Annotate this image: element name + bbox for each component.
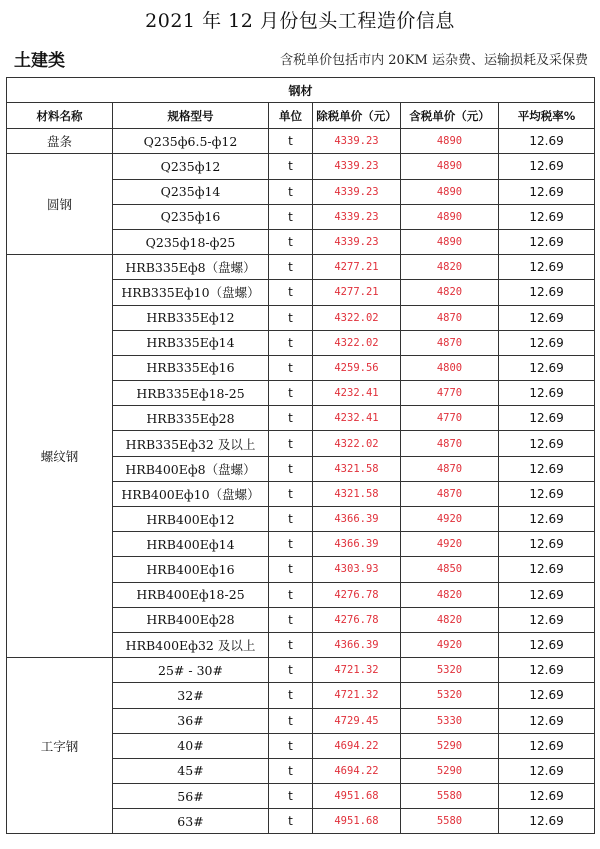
- unit-cell: t: [269, 607, 313, 632]
- spec-cell: 56#: [113, 784, 269, 809]
- unit-cell: t: [269, 154, 313, 179]
- pre-tax-price-cell: 4339.23: [313, 154, 401, 179]
- table-row: [7, 154, 595, 179]
- tax-incl-price-cell: 4850: [401, 557, 499, 582]
- tax-rate-cell: 12.69: [499, 129, 595, 154]
- tax-rate-cell: 12.69: [499, 229, 595, 254]
- tax-incl-price-cell: 4890: [401, 229, 499, 254]
- column-header-tax-rate: 平均税率%: [499, 103, 595, 129]
- pre-tax-price-cell: 4322.02: [313, 431, 401, 456]
- tax-rate-cell: 12.69: [499, 708, 595, 733]
- unit-cell: t: [269, 431, 313, 456]
- table-row: [7, 658, 595, 683]
- spec-cell: Q235ф6.5-ф12: [113, 129, 269, 154]
- unit-cell: t: [269, 280, 313, 305]
- pre-tax-price-cell: 4277.21: [313, 255, 401, 280]
- tax-rate-cell: 12.69: [499, 204, 595, 229]
- table-row: [7, 129, 595, 154]
- spec-cell: HRB335Eф12: [113, 305, 269, 330]
- tax-rate-cell: 12.69: [499, 809, 595, 834]
- tax-rate-cell: 12.69: [499, 733, 595, 758]
- pre-tax-price-cell: 4232.41: [313, 381, 401, 406]
- unit-cell: t: [269, 481, 313, 506]
- pre-tax-price-cell: 4322.02: [313, 305, 401, 330]
- tax-incl-price-cell: 5320: [401, 683, 499, 708]
- pre-tax-price-cell: 4276.78: [313, 607, 401, 632]
- pre-tax-price-cell: 4303.93: [313, 557, 401, 582]
- pre-tax-price-cell: 4339.23: [313, 179, 401, 204]
- tax-incl-price-cell: 4770: [401, 406, 499, 431]
- pre-tax-price-cell: 4321.58: [313, 456, 401, 481]
- document-title: 2021 年 12 月份包头工程造价信息: [145, 10, 455, 32]
- spec-cell: HRB400Eф32 及以上: [113, 632, 269, 657]
- spec-cell: HRB400Eф10（盘螺）: [113, 481, 269, 506]
- pre-tax-price-cell: 4321.58: [313, 481, 401, 506]
- tax-incl-price-cell: 4870: [401, 481, 499, 506]
- spec-cell: HRB335Eф28: [113, 406, 269, 431]
- tax-rate-cell: 12.69: [499, 632, 595, 657]
- tax-rate-cell: 12.69: [499, 456, 595, 481]
- pre-tax-price-cell: 4366.39: [313, 532, 401, 557]
- pre-tax-price-cell: 4322.02: [313, 330, 401, 355]
- material-name-cell: 工字钢: [7, 658, 113, 834]
- unit-cell: t: [269, 733, 313, 758]
- unit-cell: t: [269, 708, 313, 733]
- tax-rate-cell: 12.69: [499, 255, 595, 280]
- spec-cell: HRB400Eф8（盘螺）: [113, 456, 269, 481]
- unit-cell: t: [269, 632, 313, 657]
- unit-cell: t: [269, 255, 313, 280]
- spec-cell: 40#: [113, 733, 269, 758]
- spec-cell: 36#: [113, 708, 269, 733]
- tax-rate-cell: 12.69: [499, 507, 595, 532]
- pre-tax-price-cell: 4339.23: [313, 204, 401, 229]
- spec-cell: Q235ф12: [113, 154, 269, 179]
- tax-rate-cell: 12.69: [499, 557, 595, 582]
- material-name-cell: 盘条: [7, 129, 113, 154]
- pre-tax-price-cell: 4277.21: [313, 280, 401, 305]
- tax-rate-cell: 12.69: [499, 406, 595, 431]
- tax-incl-price-cell: 4890: [401, 179, 499, 204]
- tax-incl-price-cell: 4820: [401, 607, 499, 632]
- unit-cell: t: [269, 557, 313, 582]
- tax-incl-price-cell: 4920: [401, 507, 499, 532]
- unit-cell: t: [269, 809, 313, 834]
- spec-cell: HRB400Eф12: [113, 507, 269, 532]
- spec-cell: HRB335Eф14: [113, 330, 269, 355]
- tax-rate-cell: 12.69: [499, 330, 595, 355]
- unit-cell: t: [269, 229, 313, 254]
- spec-cell: HRB335Eф10（盘螺）: [113, 280, 269, 305]
- spec-cell: 63#: [113, 809, 269, 834]
- tax-incl-price-cell: 4870: [401, 305, 499, 330]
- pre-tax-price-cell: 4259.56: [313, 355, 401, 380]
- unit-cell: t: [269, 355, 313, 380]
- tax-rate-cell: 12.69: [499, 758, 595, 783]
- tax-rate-cell: 12.69: [499, 431, 595, 456]
- unit-cell: t: [269, 305, 313, 330]
- pre-tax-price-cell: 4694.22: [313, 733, 401, 758]
- spec-cell: HRB335Eф32 及以上: [113, 431, 269, 456]
- tax-incl-price-cell: 4820: [401, 582, 499, 607]
- pre-tax-price-cell: 4366.39: [313, 632, 401, 657]
- unit-cell: t: [269, 381, 313, 406]
- tax-incl-price-cell: 4870: [401, 431, 499, 456]
- price-note: 含税单价包括市内 20KM 运杂费、运输损耗及采保费: [280, 53, 588, 68]
- spec-cell: HRB400Eф14: [113, 532, 269, 557]
- spec-cell: Q235ф16: [113, 204, 269, 229]
- material-name-cell: 圆钢: [7, 154, 113, 255]
- spec-cell: HRB400Eф16: [113, 557, 269, 582]
- spec-cell: 32#: [113, 683, 269, 708]
- pre-tax-price-cell: 4729.45: [313, 708, 401, 733]
- unit-cell: t: [269, 179, 313, 204]
- unit-cell: t: [269, 129, 313, 154]
- tax-incl-price-cell: 5580: [401, 784, 499, 809]
- tax-rate-cell: 12.69: [499, 381, 595, 406]
- tax-incl-price-cell: 4890: [401, 154, 499, 179]
- unit-cell: t: [269, 456, 313, 481]
- tax-incl-price-cell: 5330: [401, 708, 499, 733]
- column-header-tax-incl-price: 含税单价（元）: [401, 103, 499, 129]
- tax-rate-cell: 12.69: [499, 607, 595, 632]
- material-name-cell: 螺纹钢: [7, 255, 113, 658]
- pre-tax-price-cell: 4951.68: [313, 784, 401, 809]
- spec-cell: HRB400Eф18-25: [113, 582, 269, 607]
- unit-cell: t: [269, 532, 313, 557]
- tax-incl-price-cell: 5320: [401, 658, 499, 683]
- section-title: 钢材: [7, 78, 595, 103]
- unit-cell: t: [269, 582, 313, 607]
- unit-cell: t: [269, 784, 313, 809]
- tax-rate-cell: 12.69: [499, 355, 595, 380]
- tax-incl-price-cell: 4870: [401, 330, 499, 355]
- tax-incl-price-cell: 4820: [401, 255, 499, 280]
- tax-incl-price-cell: 4820: [401, 280, 499, 305]
- pre-tax-price-cell: 4721.32: [313, 683, 401, 708]
- pre-tax-price-cell: 4276.78: [313, 582, 401, 607]
- pre-tax-price-cell: 4232.41: [313, 406, 401, 431]
- spec-cell: HRB335Eф8（盘螺）: [113, 255, 269, 280]
- unit-cell: t: [269, 683, 313, 708]
- tax-rate-cell: 12.69: [499, 532, 595, 557]
- tax-rate-cell: 12.69: [499, 305, 595, 330]
- price-table: [6, 77, 595, 834]
- spec-cell: Q235ф18-ф25: [113, 229, 269, 254]
- unit-cell: t: [269, 658, 313, 683]
- column-header-material: 材料名称: [7, 103, 113, 129]
- unit-cell: t: [269, 507, 313, 532]
- tax-rate-cell: 12.69: [499, 582, 595, 607]
- tax-rate-cell: 12.69: [499, 481, 595, 506]
- spec-cell: HRB335Eф16: [113, 355, 269, 380]
- table-row: [7, 255, 595, 280]
- tax-incl-price-cell: 4890: [401, 204, 499, 229]
- section-header-row: [7, 78, 595, 103]
- tax-incl-price-cell: 4920: [401, 632, 499, 657]
- pre-tax-price-cell: 4694.22: [313, 758, 401, 783]
- tax-incl-price-cell: 5290: [401, 758, 499, 783]
- tax-rate-cell: 12.69: [499, 784, 595, 809]
- tax-incl-price-cell: 4890: [401, 129, 499, 154]
- column-header-row: [7, 103, 595, 129]
- spec-cell: HRB335Eф18-25: [113, 381, 269, 406]
- tax-rate-cell: 12.69: [499, 154, 595, 179]
- spec-cell: Q235ф14: [113, 179, 269, 204]
- column-header-pre-tax-price: 除税单价（元）: [313, 103, 401, 129]
- tax-incl-price-cell: 5580: [401, 809, 499, 834]
- pre-tax-price-cell: 4339.23: [313, 129, 401, 154]
- spec-cell: HRB400Eф28: [113, 607, 269, 632]
- column-header-spec: 规格型号: [113, 103, 269, 129]
- spec-cell: 25# - 30#: [113, 658, 269, 683]
- pre-tax-price-cell: 4366.39: [313, 507, 401, 532]
- unit-cell: t: [269, 406, 313, 431]
- category-label: 土建类: [14, 51, 65, 71]
- tax-incl-price-cell: 4920: [401, 532, 499, 557]
- tax-rate-cell: 12.69: [499, 683, 595, 708]
- column-header-unit: 单位: [269, 103, 313, 129]
- price-table-body: [7, 78, 595, 834]
- tax-rate-cell: 12.69: [499, 179, 595, 204]
- tax-rate-cell: 12.69: [499, 658, 595, 683]
- tax-incl-price-cell: 5290: [401, 733, 499, 758]
- pre-tax-price-cell: 4721.32: [313, 658, 401, 683]
- unit-cell: t: [269, 330, 313, 355]
- pre-tax-price-cell: 4339.23: [313, 229, 401, 254]
- pre-tax-price-cell: 4951.68: [313, 809, 401, 834]
- tax-incl-price-cell: 4800: [401, 355, 499, 380]
- tax-rate-cell: 12.69: [499, 280, 595, 305]
- spec-cell: 45#: [113, 758, 269, 783]
- tax-incl-price-cell: 4870: [401, 456, 499, 481]
- unit-cell: t: [269, 758, 313, 783]
- tax-incl-price-cell: 4770: [401, 381, 499, 406]
- unit-cell: t: [269, 204, 313, 229]
